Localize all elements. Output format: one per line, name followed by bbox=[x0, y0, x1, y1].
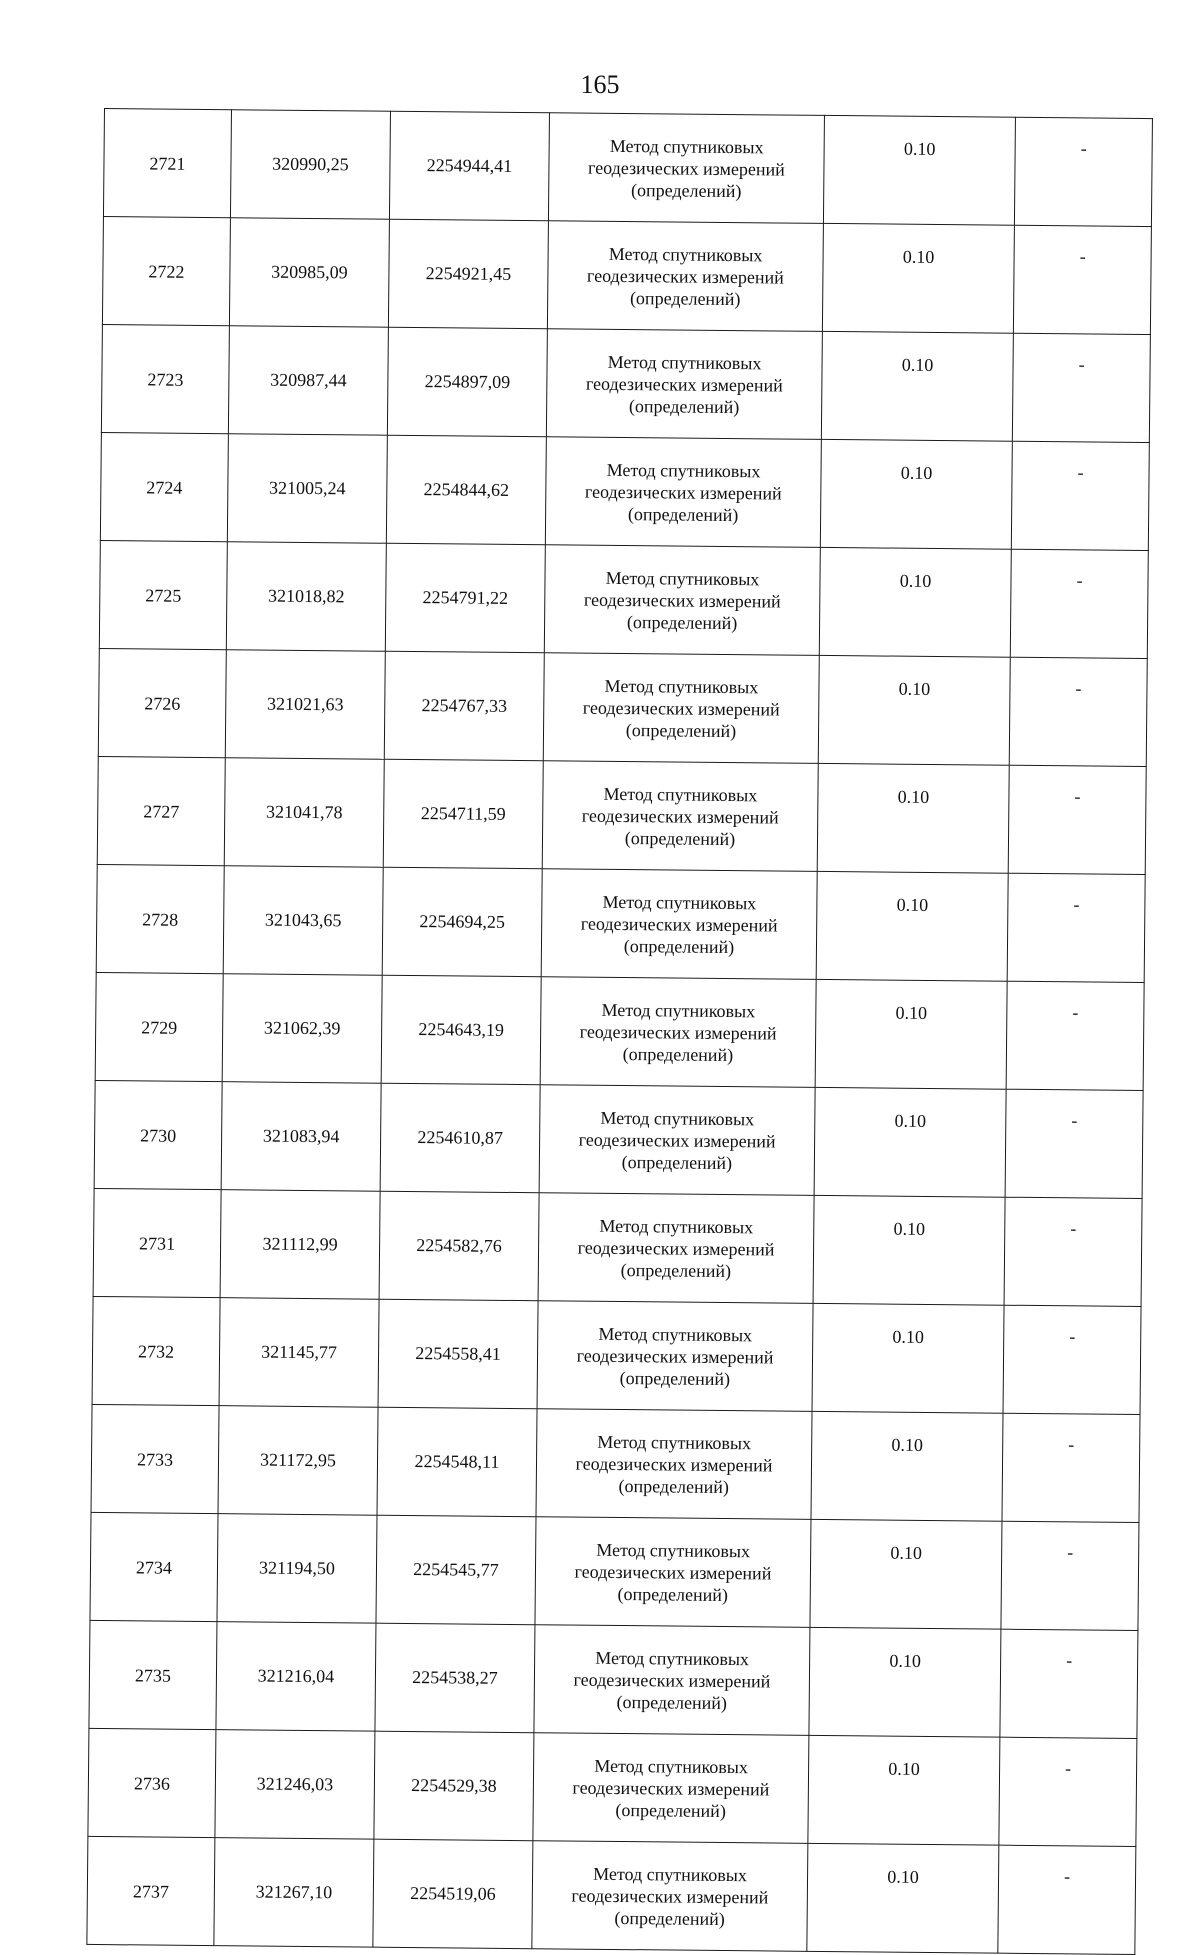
table-row bbox=[99, 540, 1148, 658]
y-coordinate-cell bbox=[386, 435, 546, 545]
table-row bbox=[98, 648, 1147, 766]
method-line-2: геодезических измерений bbox=[573, 1669, 771, 1691]
method-line-3: (определений) bbox=[617, 1583, 729, 1605]
note-value: - bbox=[1068, 1434, 1075, 1455]
x-coordinate: 321172,95 bbox=[260, 1449, 337, 1471]
method-line-1: Метод спутниковых bbox=[606, 459, 761, 481]
note-cell bbox=[1006, 981, 1144, 1090]
method-line-1: Метод спутниковых bbox=[601, 999, 756, 1021]
point-number: 2722 bbox=[148, 261, 185, 282]
point-number: 2732 bbox=[137, 1341, 175, 1362]
accuracy-cell bbox=[813, 1195, 1005, 1305]
note-cell bbox=[1007, 873, 1145, 982]
point-number-cell bbox=[98, 648, 226, 757]
method-cell bbox=[545, 437, 821, 548]
accuracy-cell bbox=[816, 871, 1008, 981]
accuracy-value: 0.10 bbox=[901, 354, 934, 375]
point-number-cell bbox=[88, 1728, 216, 1837]
method-line-1: Метод спутниковых bbox=[600, 1107, 755, 1129]
accuracy-cell bbox=[818, 655, 1010, 765]
note-value: - bbox=[1074, 786, 1081, 807]
point-number: 2734 bbox=[135, 1557, 173, 1578]
accuracy-cell bbox=[810, 1519, 1002, 1629]
accuracy-cell bbox=[807, 1843, 999, 1953]
method-line-3: (определений) bbox=[627, 503, 739, 525]
accuracy-value: 0.10 bbox=[902, 246, 935, 267]
method-cell bbox=[538, 1193, 814, 1304]
y-coordinate: 2254529,38 bbox=[411, 1775, 497, 1796]
point-number-cell bbox=[96, 864, 224, 973]
y-coordinate: 2254944,41 bbox=[426, 155, 513, 176]
accuracy-cell bbox=[809, 1627, 1001, 1737]
accuracy-cell bbox=[821, 331, 1013, 441]
x-coordinate-cell bbox=[228, 326, 388, 436]
method-cell bbox=[533, 1733, 809, 1844]
y-coordinate-cell bbox=[374, 1731, 534, 1841]
table-row bbox=[88, 1728, 1137, 1846]
method-line-2: геодезических измерений bbox=[581, 805, 779, 828]
point-number-cell bbox=[101, 324, 229, 433]
table-row bbox=[97, 756, 1146, 874]
x-coordinate: 321043,65 bbox=[264, 909, 342, 931]
note-cell bbox=[1012, 333, 1150, 442]
method-line-1: Метод спутниковых bbox=[598, 1323, 753, 1345]
x-coordinate-cell bbox=[217, 1514, 377, 1624]
method-cell bbox=[537, 1301, 813, 1412]
method-line-3: (определений) bbox=[614, 1907, 725, 1929]
y-coordinate: 2254643,19 bbox=[418, 1019, 505, 1040]
y-coordinate-cell bbox=[389, 111, 549, 221]
accuracy-cell bbox=[817, 763, 1009, 873]
x-coordinate-cell bbox=[225, 650, 385, 760]
method-line-1: Метод спутниковых bbox=[597, 1431, 752, 1453]
method-line-2: геодезических измерений bbox=[584, 481, 782, 504]
x-coordinate-cell bbox=[220, 1190, 380, 1300]
table-row bbox=[92, 1296, 1141, 1414]
note-value: - bbox=[1070, 1218, 1077, 1239]
point-number: 2723 bbox=[147, 369, 184, 390]
point-number: 2736 bbox=[133, 1773, 171, 1794]
accuracy-cell bbox=[822, 223, 1014, 333]
x-coordinate: 321145,77 bbox=[261, 1341, 338, 1363]
y-coordinate: 2254844,62 bbox=[423, 479, 510, 500]
note-cell bbox=[1004, 1197, 1142, 1306]
y-coordinate: 2254711,59 bbox=[420, 803, 506, 824]
x-coordinate: 321216,04 bbox=[257, 1665, 335, 1687]
note-cell bbox=[1005, 1089, 1143, 1198]
y-coordinate: 2254582,76 bbox=[416, 1235, 502, 1256]
note-value: - bbox=[1066, 1650, 1073, 1671]
y-coordinate-cell bbox=[376, 1515, 536, 1625]
accuracy-cell bbox=[815, 979, 1007, 1089]
accuracy-value: 0.10 bbox=[894, 1110, 927, 1131]
method-line-3: (определений) bbox=[623, 935, 735, 957]
method-line-3: (определений) bbox=[626, 611, 738, 633]
note-value: - bbox=[1067, 1542, 1074, 1563]
point-number: 2733 bbox=[136, 1449, 174, 1470]
method-line-3: (определений) bbox=[628, 395, 740, 417]
method-line-3: (определений) bbox=[615, 1799, 726, 1821]
method-cell bbox=[540, 977, 816, 1088]
method-cell bbox=[539, 1085, 815, 1196]
y-coordinate-cell bbox=[383, 759, 543, 869]
method-line-2: геодезических измерений bbox=[577, 1237, 775, 1259]
point-number-cell bbox=[87, 1836, 215, 1945]
x-coordinate: 321267,10 bbox=[255, 1881, 333, 1903]
x-coordinate-cell bbox=[215, 1730, 375, 1840]
method-line-3: (определений) bbox=[625, 719, 737, 741]
method-line-3: (определений) bbox=[619, 1367, 731, 1389]
x-coordinate-cell bbox=[214, 1838, 374, 1948]
x-coordinate-cell bbox=[219, 1298, 379, 1408]
method-line-2: геодезических измерений bbox=[586, 265, 784, 288]
method-line-2: геодезических измерений bbox=[580, 913, 778, 936]
x-coordinate: 320985,09 bbox=[271, 261, 348, 283]
y-coordinate: 2254921,45 bbox=[425, 263, 512, 284]
point-number-cell bbox=[95, 972, 223, 1081]
accuracy-value: 0.10 bbox=[895, 1002, 928, 1023]
point-number: 2729 bbox=[141, 1017, 178, 1038]
method-line-1: Метод спутниковых bbox=[607, 351, 762, 373]
method-cell bbox=[544, 545, 820, 656]
method-line-1: Метод спутниковых bbox=[602, 891, 757, 913]
point-number-cell bbox=[91, 1404, 219, 1513]
y-coordinate: 2254791,22 bbox=[422, 587, 509, 608]
x-coordinate-cell bbox=[216, 1622, 376, 1732]
note-value: - bbox=[1071, 1110, 1078, 1131]
point-number-cell bbox=[90, 1512, 218, 1621]
note-value: - bbox=[1073, 894, 1080, 915]
method-cell bbox=[548, 113, 824, 224]
accuracy-value: 0.10 bbox=[888, 1758, 920, 1779]
point-number: 2721 bbox=[149, 153, 186, 174]
method-line-2: геодезических измерений bbox=[574, 1561, 772, 1583]
y-coordinate-cell bbox=[377, 1407, 537, 1517]
method-cell bbox=[547, 221, 823, 332]
table-row bbox=[94, 1080, 1143, 1198]
accuracy-cell bbox=[808, 1735, 1000, 1845]
note-value: - bbox=[1078, 354, 1085, 375]
method-line-2: геодезических измерений bbox=[583, 589, 781, 612]
method-line-2: геодезических измерений bbox=[579, 1021, 777, 1043]
note-cell bbox=[1009, 657, 1147, 766]
method-line-3: (определений) bbox=[624, 827, 736, 849]
method-line-1: Метод спутниковых bbox=[596, 1539, 751, 1561]
method-line-2: геодезических измерений bbox=[572, 1777, 770, 1799]
method-line-2: геодезических измерений bbox=[575, 1453, 773, 1475]
note-cell bbox=[1001, 1521, 1139, 1630]
point-number-cell bbox=[93, 1188, 221, 1297]
method-line-3: (определений) bbox=[618, 1475, 730, 1497]
point-number: 2726 bbox=[144, 693, 181, 714]
x-coordinate: 321005,24 bbox=[269, 477, 346, 499]
y-coordinate: 2254694,25 bbox=[419, 911, 506, 932]
method-line-1: Метод спутниковых bbox=[594, 1755, 749, 1777]
table-row bbox=[87, 1836, 1136, 1954]
method-line-2: геодезических измерений bbox=[585, 373, 783, 396]
note-cell bbox=[1011, 441, 1149, 550]
method-line-3: (определений) bbox=[620, 1259, 732, 1281]
x-coordinate: 321112,99 bbox=[262, 1233, 338, 1255]
point-number-cell bbox=[97, 756, 225, 865]
point-number-cell bbox=[92, 1296, 220, 1405]
accuracy-cell bbox=[812, 1303, 1004, 1413]
note-value: - bbox=[1065, 1758, 1072, 1779]
method-line-2: геодезических измерений bbox=[571, 1885, 769, 1907]
x-coordinate: 320987,44 bbox=[270, 369, 347, 391]
y-coordinate: 2254610,87 bbox=[417, 1127, 503, 1148]
y-coordinate: 2254538,27 bbox=[412, 1667, 498, 1688]
method-line-1: Метод спутниковых bbox=[608, 243, 763, 265]
method-line-1: Метод спутниковых bbox=[604, 675, 759, 697]
point-number: 2724 bbox=[146, 477, 183, 498]
accuracy-cell bbox=[811, 1411, 1003, 1521]
note-cell bbox=[998, 1845, 1136, 1954]
table-row bbox=[93, 1188, 1142, 1306]
table-row bbox=[103, 109, 1152, 227]
note-cell bbox=[1003, 1305, 1141, 1414]
y-coordinate-cell bbox=[373, 1839, 533, 1949]
note-cell bbox=[1014, 117, 1152, 226]
note-value: - bbox=[1076, 570, 1083, 591]
method-line-2: геодезических измерений bbox=[587, 157, 785, 180]
method-line-1: Метод спутниковых bbox=[599, 1215, 754, 1237]
y-coordinate-cell bbox=[385, 543, 545, 653]
accuracy-value: 0.10 bbox=[889, 1650, 921, 1671]
method-line-3: (определений) bbox=[616, 1691, 728, 1713]
x-coordinate: 320990,25 bbox=[272, 153, 349, 175]
point-number-cell bbox=[102, 216, 230, 325]
note-value: - bbox=[1072, 1002, 1079, 1023]
accuracy-value: 0.10 bbox=[899, 570, 932, 591]
point-number: 2737 bbox=[132, 1881, 169, 1902]
method-cell bbox=[542, 761, 818, 872]
x-coordinate-cell bbox=[223, 866, 383, 976]
y-coordinate-cell bbox=[384, 651, 544, 761]
x-coordinate-cell bbox=[229, 218, 389, 328]
method-line-2: геодезических измерений bbox=[576, 1345, 774, 1367]
table-row bbox=[100, 432, 1149, 550]
x-coordinate-cell bbox=[224, 758, 384, 868]
x-coordinate: 321194,50 bbox=[258, 1557, 336, 1579]
x-coordinate-cell bbox=[226, 542, 386, 652]
table-row bbox=[89, 1620, 1138, 1738]
table-row bbox=[102, 216, 1151, 334]
method-line-1: Метод спутниковых bbox=[605, 567, 760, 589]
method-line-1: Метод спутниковых bbox=[603, 783, 758, 805]
method-cell bbox=[543, 653, 819, 764]
accuracy-value: 0.10 bbox=[893, 1218, 926, 1239]
accuracy-cell bbox=[823, 115, 1015, 225]
y-coordinate-cell bbox=[381, 975, 541, 1085]
point-number-cell bbox=[99, 540, 227, 649]
table-row bbox=[96, 864, 1145, 982]
x-coordinate-cell bbox=[222, 974, 382, 1084]
x-coordinate: 321041,78 bbox=[265, 801, 343, 823]
method-line-3: (определений) bbox=[621, 1151, 733, 1173]
coordinates-table-body bbox=[87, 109, 1153, 1955]
y-coordinate: 2254767,33 bbox=[421, 695, 508, 716]
note-value: - bbox=[1075, 678, 1082, 699]
accuracy-value: 0.10 bbox=[900, 462, 933, 483]
point-number: 2725 bbox=[145, 585, 182, 606]
point-number-cell bbox=[103, 109, 231, 218]
coordinates-table bbox=[86, 108, 1153, 1955]
method-line-1: Метод спутниковых bbox=[609, 135, 764, 157]
page-number: 165 bbox=[580, 70, 620, 99]
accuracy-value: 0.10 bbox=[890, 1542, 923, 1563]
note-value: - bbox=[1080, 138, 1087, 159]
method-line-3: (определений) bbox=[629, 287, 741, 309]
note-cell bbox=[1013, 225, 1151, 334]
x-coordinate: 321018,82 bbox=[267, 585, 345, 607]
accuracy-value: 0.10 bbox=[897, 786, 930, 807]
y-coordinate: 2254558,41 bbox=[415, 1343, 501, 1364]
y-coordinate-cell bbox=[379, 1191, 539, 1301]
accuracy-cell bbox=[814, 1087, 1006, 1197]
note-value: - bbox=[1077, 462, 1084, 483]
x-coordinate-cell bbox=[218, 1406, 378, 1516]
method-line-3: (определений) bbox=[630, 179, 742, 201]
note-cell bbox=[1010, 549, 1148, 658]
method-line-1: Метод спутниковых bbox=[595, 1647, 750, 1669]
y-coordinate-cell bbox=[387, 327, 547, 437]
point-number: 2727 bbox=[143, 801, 180, 822]
point-number: 2735 bbox=[134, 1665, 172, 1686]
method-line-2: геодезических измерений bbox=[582, 697, 780, 720]
note-cell bbox=[1002, 1413, 1140, 1522]
method-cell bbox=[532, 1841, 808, 1952]
y-coordinate-cell bbox=[378, 1299, 538, 1409]
point-number: 2730 bbox=[140, 1125, 177, 1146]
table-row bbox=[95, 972, 1144, 1090]
table-row bbox=[101, 324, 1150, 442]
y-coordinate-cell bbox=[375, 1623, 535, 1733]
table-row bbox=[91, 1404, 1140, 1522]
point-number-cell bbox=[89, 1620, 217, 1729]
accuracy-cell bbox=[820, 439, 1012, 549]
x-coordinate-cell bbox=[230, 110, 390, 220]
accuracy-value: 0.10 bbox=[896, 894, 929, 915]
accuracy-value: 0.10 bbox=[898, 678, 931, 699]
note-cell bbox=[1000, 1629, 1138, 1738]
coordinates-table-wrapper bbox=[86, 108, 1146, 1955]
method-cell bbox=[534, 1625, 810, 1736]
y-coordinate: 2254519,06 bbox=[410, 1883, 496, 1904]
x-coordinate: 321083,94 bbox=[262, 1125, 340, 1147]
note-value: - bbox=[1063, 1866, 1071, 1887]
note-value: - bbox=[1069, 1326, 1076, 1347]
accuracy-value: 0.10 bbox=[892, 1326, 925, 1347]
method-cell bbox=[535, 1517, 811, 1628]
y-coordinate: 2254545,77 bbox=[413, 1559, 499, 1580]
y-coordinate-cell bbox=[380, 1083, 540, 1193]
x-coordinate: 321021,63 bbox=[266, 693, 344, 715]
y-coordinate: 2254548,11 bbox=[414, 1451, 500, 1472]
accuracy-cell bbox=[819, 547, 1011, 657]
point-number-cell bbox=[94, 1080, 222, 1189]
method-cell bbox=[546, 329, 822, 440]
method-line-1: Метод спутниковых bbox=[593, 1863, 748, 1885]
accuracy-value: 0.10 bbox=[891, 1434, 924, 1455]
y-coordinate-cell bbox=[388, 219, 548, 329]
method-cell bbox=[536, 1409, 812, 1520]
accuracy-value: 0.10 bbox=[887, 1866, 919, 1887]
note-value: - bbox=[1079, 246, 1086, 267]
x-coordinate: 321062,39 bbox=[263, 1017, 341, 1039]
y-coordinate: 2254897,09 bbox=[424, 371, 511, 392]
x-coordinate: 321246,03 bbox=[256, 1773, 334, 1795]
method-cell bbox=[541, 869, 817, 980]
y-coordinate-cell bbox=[382, 867, 542, 977]
point-number: 2728 bbox=[142, 909, 179, 930]
point-number-cell bbox=[100, 432, 228, 541]
x-coordinate-cell bbox=[221, 1082, 381, 1192]
table-row bbox=[90, 1512, 1139, 1630]
method-line-2: геодезических измерений bbox=[578, 1129, 776, 1151]
accuracy-value: 0.10 bbox=[903, 138, 936, 159]
note-cell bbox=[999, 1737, 1137, 1846]
note-cell bbox=[1008, 765, 1146, 874]
point-number: 2731 bbox=[139, 1233, 176, 1254]
x-coordinate-cell bbox=[227, 434, 387, 544]
method-line-3: (определений) bbox=[622, 1043, 734, 1065]
